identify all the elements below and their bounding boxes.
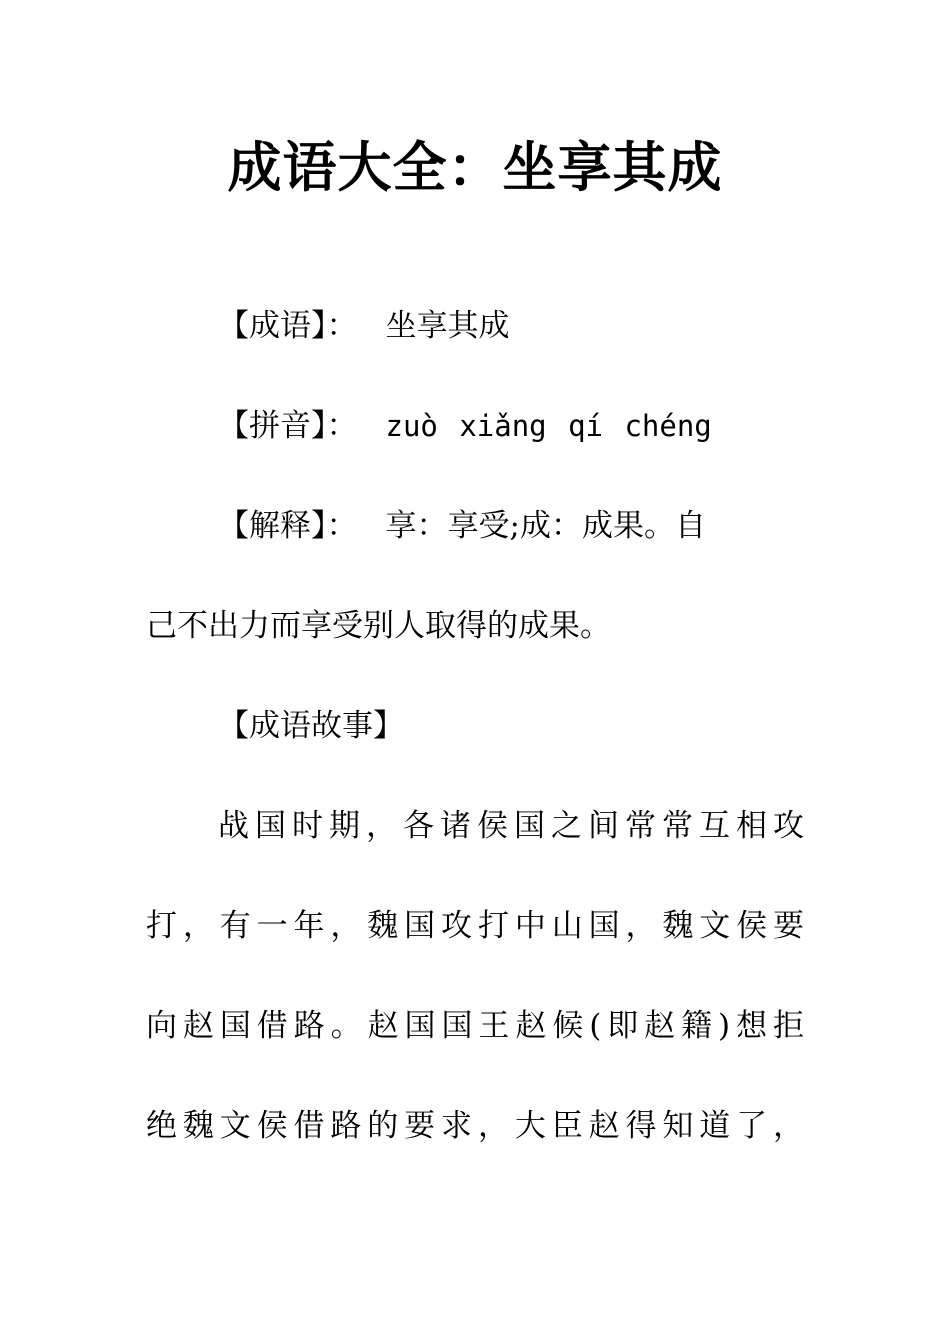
idiom-value: 坐享其成 — [385, 308, 510, 344]
story-paragraph-line: 战国时期，各诸侯国之间常常互相攻 — [218, 808, 804, 844]
explanation-row — [218, 506, 706, 546]
explanation-text-line-1: 享：享受;成：成果。自 — [385, 508, 706, 544]
idiom-label: 【成语】： — [218, 308, 358, 344]
pinyin-label: 【拼音】： — [218, 408, 358, 444]
story-paragraph-line: 向赵国借路。赵国国王赵候(即赵籍)想拒 — [146, 1008, 804, 1044]
pinyin-row — [218, 406, 712, 446]
story-paragraph-line: 打，有一年，魏国攻打中山国，魏文侯要 — [146, 908, 804, 944]
idiom-row — [218, 306, 510, 346]
pinyin-value: zuò xiǎng qí chéng — [385, 409, 712, 443]
explanation-label: 【解释】： — [218, 508, 358, 544]
story-heading: 【成语故事】 — [218, 708, 404, 744]
explanation-text-line-2: 己不出力而享受别人取得的成果。 — [146, 608, 611, 644]
story-paragraph-line: 绝魏文侯借路的要求，大臣赵得知道了， — [146, 1108, 804, 1144]
page-title: 成语大全：坐享其成 — [227, 136, 723, 199]
